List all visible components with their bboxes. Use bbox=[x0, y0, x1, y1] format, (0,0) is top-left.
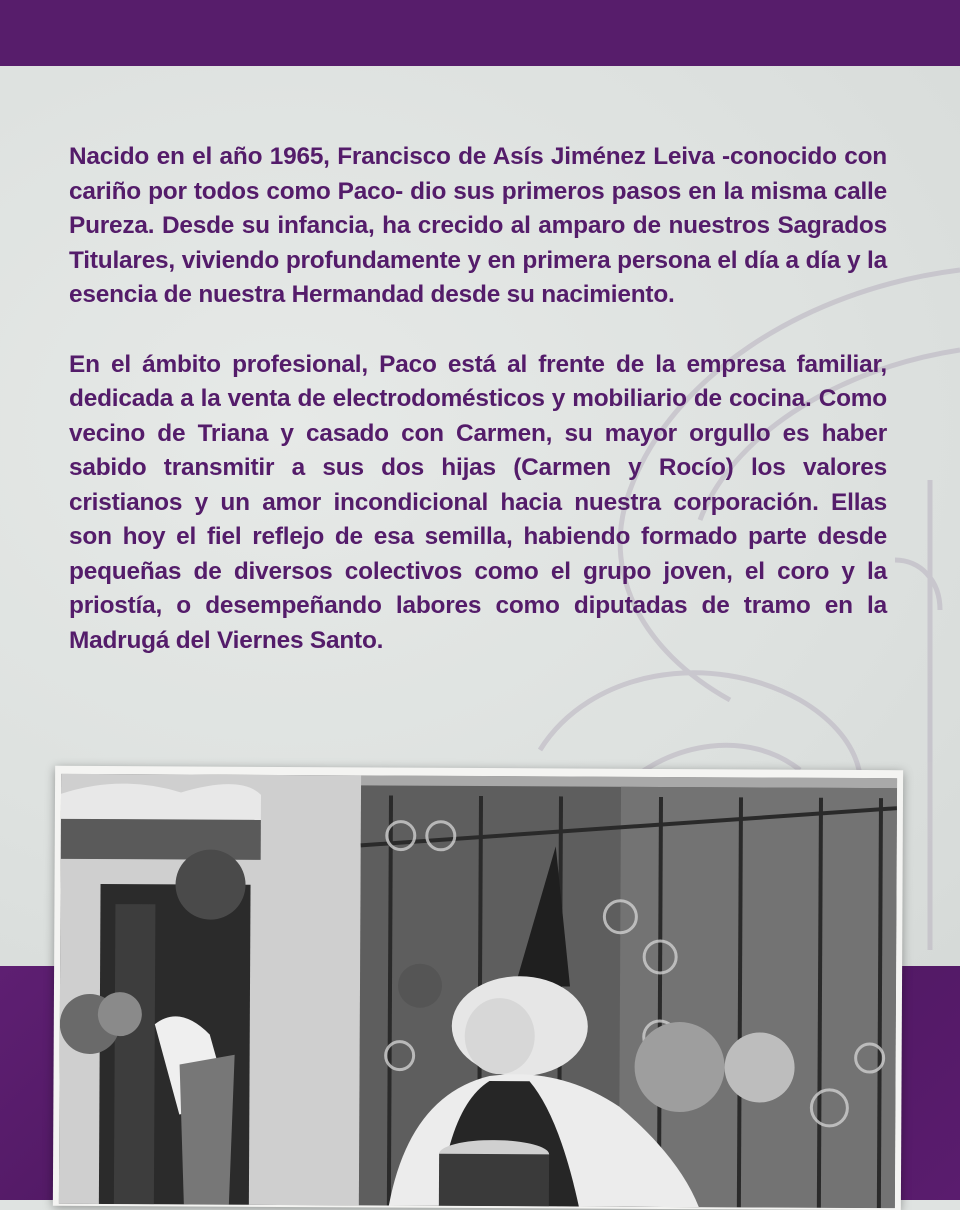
photo-frame bbox=[53, 766, 903, 1210]
paragraph-birth: Nacido en el año 1965, Francisco de Asís Jiménez Leiva -conocido con cariño por todos como Paco- dio sus primeros pasos en la misma calle Pureza. Desde su infancia, ha crecido al amparo de nuestros Sagrados Titulares, viviendo profundamente y en primera persona el día a día y la esencia de nuestra Hermandad desde su nacimiento. bbox=[69, 143, 887, 308]
photo-illustration bbox=[59, 774, 897, 1208]
article-text bbox=[69, 140, 887, 693]
paragraph-profession: En el ámbito profesional, Paco está al frente de la empresa familiar, dedicada a la venta de electrodomésticos y mobiliario de cocina. Como vecino de Triana y casado con Carmen, su mayor orgullo es haber sabido transmitir a sus dos hijas (Carmen y Rocío) los valores cristianos y un amor incondicional hacia nuestra corporación. Ellas son hoy el fiel reflejo de esa semilla, habiendo formado parte desde pequeñas de diversos colectivos como el grupo joven, el coro y la priostía, o desempeñando labores como diputadas de tramo en la Madrugá del Viernes Santo. bbox=[69, 350, 887, 654]
top-purple-band bbox=[0, 0, 960, 66]
historic-photo bbox=[59, 774, 897, 1208]
